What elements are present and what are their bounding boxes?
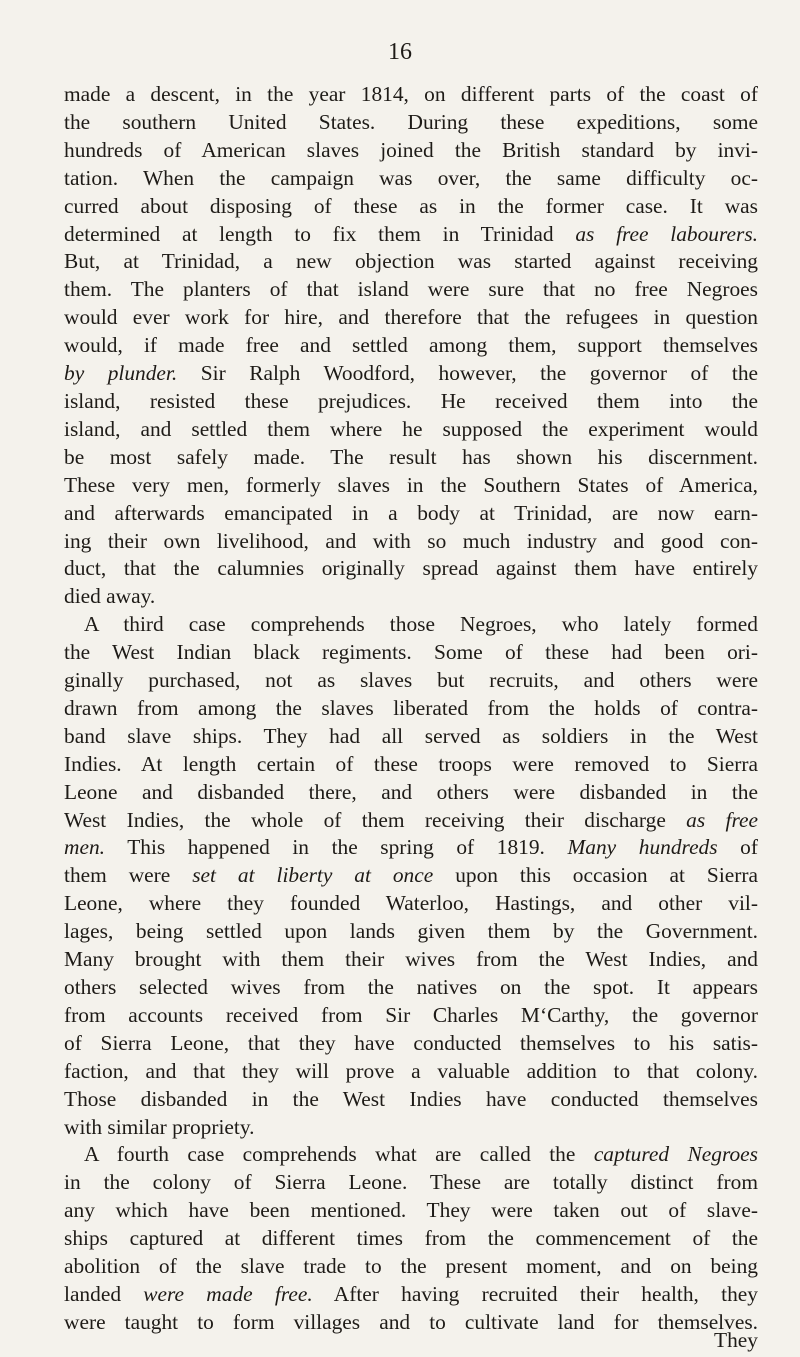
text-segment: island, resisted these prejudices. He received them into the [64,388,758,413]
text-segment: them. The planters of that island were sure that no free Negroes [64,277,758,302]
text-line [64,834,758,862]
text-line [64,918,758,946]
text-line [64,221,758,249]
text-segment: A third case comprehends those Negroes, who lately formed [84,612,758,637]
text-segment: with similar propriety. [64,1114,255,1139]
text-line [64,332,758,360]
italic-text: men. [64,835,105,860]
italic-text: by plunder. [64,361,178,386]
text-segment: But, at Trinidad, a new objection was started against receiving [64,249,758,274]
text-line [64,1225,758,1253]
text-segment: would ever work for hire, and therefore that the refugees in question [64,305,758,330]
text-segment: and afterwards emancipated in a body at Trinidad, are now earn- [64,500,758,525]
text-line [64,109,758,137]
page-number: 16 [388,39,412,65]
text-segment: ships captured at different times from the commencement of the [64,1226,758,1251]
text-segment: of [717,835,758,860]
italic-text: as free [686,807,758,832]
text-line [64,555,758,583]
text-line [64,416,758,444]
body-text [64,81,758,1337]
text-line [64,974,758,1002]
text-segment: Sir Ralph Woodford, however, the governor of the [177,361,759,386]
text-segment: upon this occasion at Sierra [433,863,758,888]
italic-text: Many hundreds [567,835,718,860]
text-segment: in the colony of Sierra Leone. These are totally distinct from [64,1170,758,1195]
text-segment: curred about disposing of these as in the former case. It was [64,193,758,218]
text-segment: faction, and that they will prove a valuable addition to that colony. [64,1058,758,1083]
text-segment: This happened in the spring of 1819. [105,835,568,860]
text-line [64,1253,758,1281]
text-line [64,360,758,388]
text-line [64,528,758,556]
text-segment: lages, being settled upon lands given them by the Government. [64,919,758,944]
text-line [64,1058,758,1086]
text-segment: West Indies, the whole of them receiving their discharge [64,807,687,832]
text-segment: ing their own livelihood, and with so much industry and good con- [64,528,758,553]
text-segment: These very men, formerly slaves in the Southern States of America, [64,472,758,497]
italic-text: were made free. [143,1281,313,1306]
text-line [64,1030,758,1058]
text-line [64,276,758,304]
text-line [64,807,758,835]
text-segment: Those disbanded in the West Indies have conducted themselves [64,1086,758,1111]
text-segment: Leone and disbanded there, and others were disbanded in the [64,779,758,804]
text-line [64,695,758,723]
text-segment: Leone, where they founded Waterloo, Hastings, and other vil- [64,891,758,916]
text-segment: Many brought with them their wives from the West Indies, and [64,947,758,972]
text-line [64,165,758,193]
text-segment: After having recruited their health, they [312,1281,758,1306]
italic-text: as free labourers. [575,221,759,246]
italic-text: set at liberty at once [192,863,434,888]
text-segment: others selected wives from the natives on the spot. It appears [64,975,758,999]
text-segment: determined at length to fix them in Trinidad [64,221,576,246]
text-segment: landed [64,1281,144,1306]
text-line [64,388,758,416]
text-line [64,1281,758,1309]
text-segment: drawn from among the slaves liberated from the holds of contra- [64,695,758,720]
text-line [64,472,758,500]
text-line [64,667,758,695]
text-segment: from accounts received from Sir Charles M‘Carthy, the governor [64,1002,758,1027]
text-line [64,1169,758,1197]
catchword: They [714,1328,758,1352]
text-line [64,723,758,751]
text-line [64,444,758,472]
text-segment: were taught to form villages and to cultivate land for themselves. [64,1309,758,1334]
text-line [64,1141,758,1169]
text-line [64,862,758,890]
text-segment: Indies. At length certain of these troops were removed to Sierra [64,751,758,776]
text-segment: them were [64,863,193,888]
text-line [64,779,758,807]
text-line [64,500,758,528]
text-segment: made a descent, in the year 1814, on different parts of the coast of [64,82,758,106]
text-line [64,946,758,974]
text-segment: hundreds of American slaves joined the British standard by invi- [64,137,758,162]
text-segment: of Sierra Leone, that they have conducted themselves to his satis- [64,1030,758,1055]
text-line [64,304,758,332]
text-line [64,639,758,667]
text-line [64,890,758,918]
text-line [64,1197,758,1225]
text-segment: duct, that the calumnies originally spread against them have entirely [64,556,758,581]
text-segment: island, and settled them where he supposed the experiment would [64,416,758,441]
text-segment: A fourth case comprehends what are called the [84,1142,594,1167]
catchword-block [64,1327,758,1355]
text-line [64,1086,758,1114]
text-line [64,751,758,779]
text-segment: be most safely made. The result has shown his discernment. [64,444,758,469]
text-segment: would, if made free and settled among them, support themselves [64,333,758,358]
text-line [64,1114,758,1142]
text-segment: died away. [64,584,156,609]
text-line [64,583,758,611]
text-segment: the West Indian black regiments. Some of these had been ori- [64,640,758,665]
text-line [64,611,758,639]
text-segment: the southern United States. During these expeditions, some [64,109,758,134]
text-line [64,248,758,276]
text-line [64,137,758,165]
text-segment: ginally purchased, not as slaves but recruits, and others were [64,668,758,693]
text-segment: abolition of the slave trade to the present moment, and on being [64,1254,758,1279]
text-segment: band slave ships. They had all served as soldiers in the West [64,723,758,748]
italic-text: captured Negroes [593,1142,758,1167]
text-line [64,193,758,221]
text-line [64,1002,758,1030]
text-segment: any which have been mentioned. They were taken out of slave- [64,1198,758,1223]
text-segment: tation. When the campaign was over, the same difficulty oc- [64,165,758,190]
text-line [64,81,758,109]
